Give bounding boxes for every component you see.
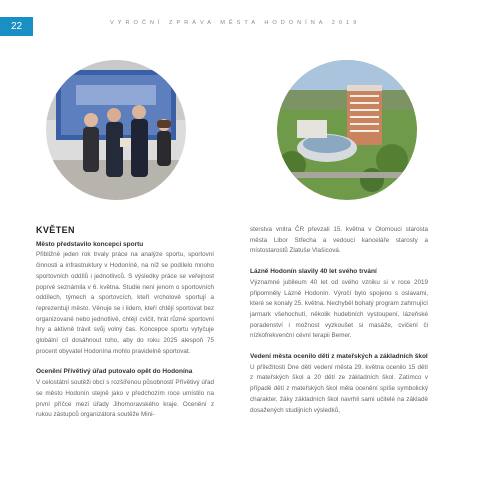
article-heading: Město představilo koncepci sportu	[36, 240, 144, 248]
section-title: KVĚTEN	[36, 225, 75, 235]
spa-aerial-photo	[277, 60, 417, 200]
article-body: U příležitosti Dne dětí vedení města 29. května ocenilo 15 dětí z mateřských škol a 20 dětí ze základních škol. Zatímco v případě dětí z mateřských škol měla ocenění spíše symbolický charakter, žáky základních škol navrhli sami učitelé na základě dosažených studijních výsledků,	[250, 363, 428, 414]
right-text-column	[250, 225, 428, 416]
article-body: V celostátní soutěži obcí s rozšířenou působností Přívětivý úřad se město Hodonín stejně jako v předchozím roce umístilo na první příčce mezi úřady Jihomoravského kraje. Ocenění z rukou zástupců organizátora soutěže Mini-	[36, 379, 214, 419]
article-heading: Ocenění Přívětivý úřad putovalo opět do Hodonína	[36, 368, 193, 376]
page-number-box	[0, 17, 33, 36]
article-body: Přibližně jeden rok trvaly práce na analýze sportu, sportovní činnosti a infrastruktury v Hodoníně, na níž se podílelo mnoho sportovních oddílů i jednotlivců. S výsledky práce se veřejnost poprvé seznámila v 6. května. Studie není jenom o sportovních oddílech, týmech a sportovcích, kteří vrcholově sportují a reprezentují město. Věnuje se i lidem, kteří chtějí sportovat bez organizované nebo jednotlivě, chtějí cvičit, hrát různé sportovní hry a aktivně trávit svůj volný čas. Koncepce sportu vytyčuje globální cíl dosáhnout toho, aby do roku 2025 alespoň 75 procent obyvatel Hodonína mohlo pravidelně sportovat.	[36, 251, 214, 355]
left-text-column	[36, 225, 214, 421]
article-body: Významné jubileum 40 let od svého vzniku si v roce 2019 připomněly Lázně Hodonín. Výročí bylo spojeno s oslavami, které se konaly 25. května. Nechyběl bohatý program zahrnující jarmark všehochutí, několik hudebních vystoupení, lázeňské poradenství i možnost vyzkoušet si masáže, cvičení či nízkofrekvenční cévní terapii Bemer.	[250, 278, 428, 340]
article-heading: Vedení města ocenilo děti z mateřských a základních škol	[250, 353, 428, 361]
running-title: VÝROČNÍ ZPRÁVA MĚSTA HODONÍNA 2019	[110, 20, 361, 26]
page-number: 22	[10, 21, 23, 32]
award-ceremony-photo	[46, 60, 186, 200]
article-heading: Lázně Hodonín slavily 40 let svého trvání	[250, 268, 377, 276]
article-body-continued: sterstva vnitra ČR převzali 15. května v Olomouci starosta města Libor Střecha a vedoucí kanceláře starosty a místostarostů Zlatuše Vlašicová.	[250, 226, 428, 255]
